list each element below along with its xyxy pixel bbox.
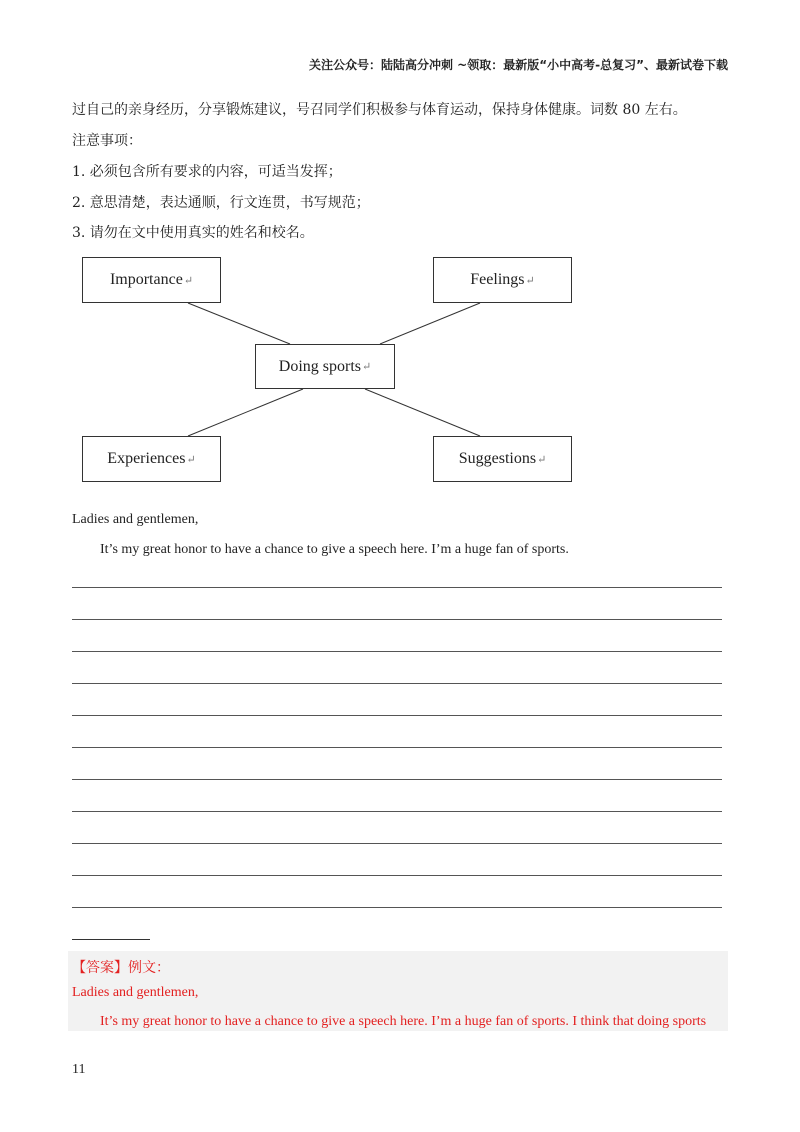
box-experiences xyxy=(82,436,221,482)
writing-line xyxy=(72,811,722,812)
box-experiences-label: Experiences xyxy=(107,450,186,467)
connector-top-left xyxy=(188,303,290,344)
box-importance-label: Importance xyxy=(109,271,183,288)
box-center-label: Doing sports xyxy=(278,357,361,375)
box-doing-sports xyxy=(255,344,395,389)
writing-line xyxy=(72,907,722,908)
answer-label: 【答案】例文： xyxy=(72,960,170,976)
writing-line xyxy=(72,619,722,620)
note-item-2: 2. 意思清楚，表达通顺，行文连贯，书写规范； xyxy=(72,195,370,211)
writing-line xyxy=(72,779,722,780)
writing-line xyxy=(72,843,722,844)
box-feelings-label: Feelings xyxy=(470,271,525,288)
notes-title: 注意事项： xyxy=(72,133,142,149)
connector-bottom-right xyxy=(365,389,480,436)
page-number: 11 xyxy=(72,1062,86,1077)
box-feelings xyxy=(433,257,572,303)
paragraph-mark-icon: ↵ xyxy=(525,274,535,287)
paragraph-mark-icon: ↵ xyxy=(537,453,547,466)
writing-line xyxy=(72,715,722,716)
separator-rule xyxy=(72,939,150,940)
essay-opening: It’s my great honor to have a chance to give a speech here. I’m a huge fan of sports. xyxy=(100,542,569,557)
connector-bottom-left xyxy=(188,389,303,436)
paragraph-mark-icon: ↵ xyxy=(186,453,196,466)
writing-line xyxy=(72,875,722,876)
box-suggestions-label: Suggestions xyxy=(458,450,537,467)
box-suggestions xyxy=(433,436,572,482)
instruction-line: 过自己的亲身经历，分享锻炼建议，号召同学们积极参与体育运动，保持身体健康。词数 80 左右。 xyxy=(72,102,687,118)
page-header: 关注公众号：陆陆高分冲刺 ~领取：最新版“小中高考-总复习”、最新试卷下载 xyxy=(309,58,728,72)
writing-line xyxy=(72,651,722,652)
paragraph-mark-icon: ↵ xyxy=(183,274,194,287)
box-importance xyxy=(82,257,221,303)
paragraph-mark-icon: ↵ xyxy=(362,361,372,373)
note-item-3: 3. 请勿在文中使用真实的姓名和校名。 xyxy=(72,225,314,241)
note-item-1: 1. 必须包含所有要求的内容，可适当发挥； xyxy=(72,164,342,180)
connector-top-right xyxy=(380,303,480,344)
answer-greeting: Ladies and gentlemen, xyxy=(72,985,199,1000)
answer-line-1: It’s my great honor to have a chance to give a speech here. I’m a huge fan of sports. I think that doing sports xyxy=(100,1014,707,1029)
writing-line xyxy=(72,747,722,748)
writing-line xyxy=(72,683,722,684)
essay-greeting: Ladies and gentlemen, xyxy=(72,512,199,527)
writing-line xyxy=(72,587,722,588)
